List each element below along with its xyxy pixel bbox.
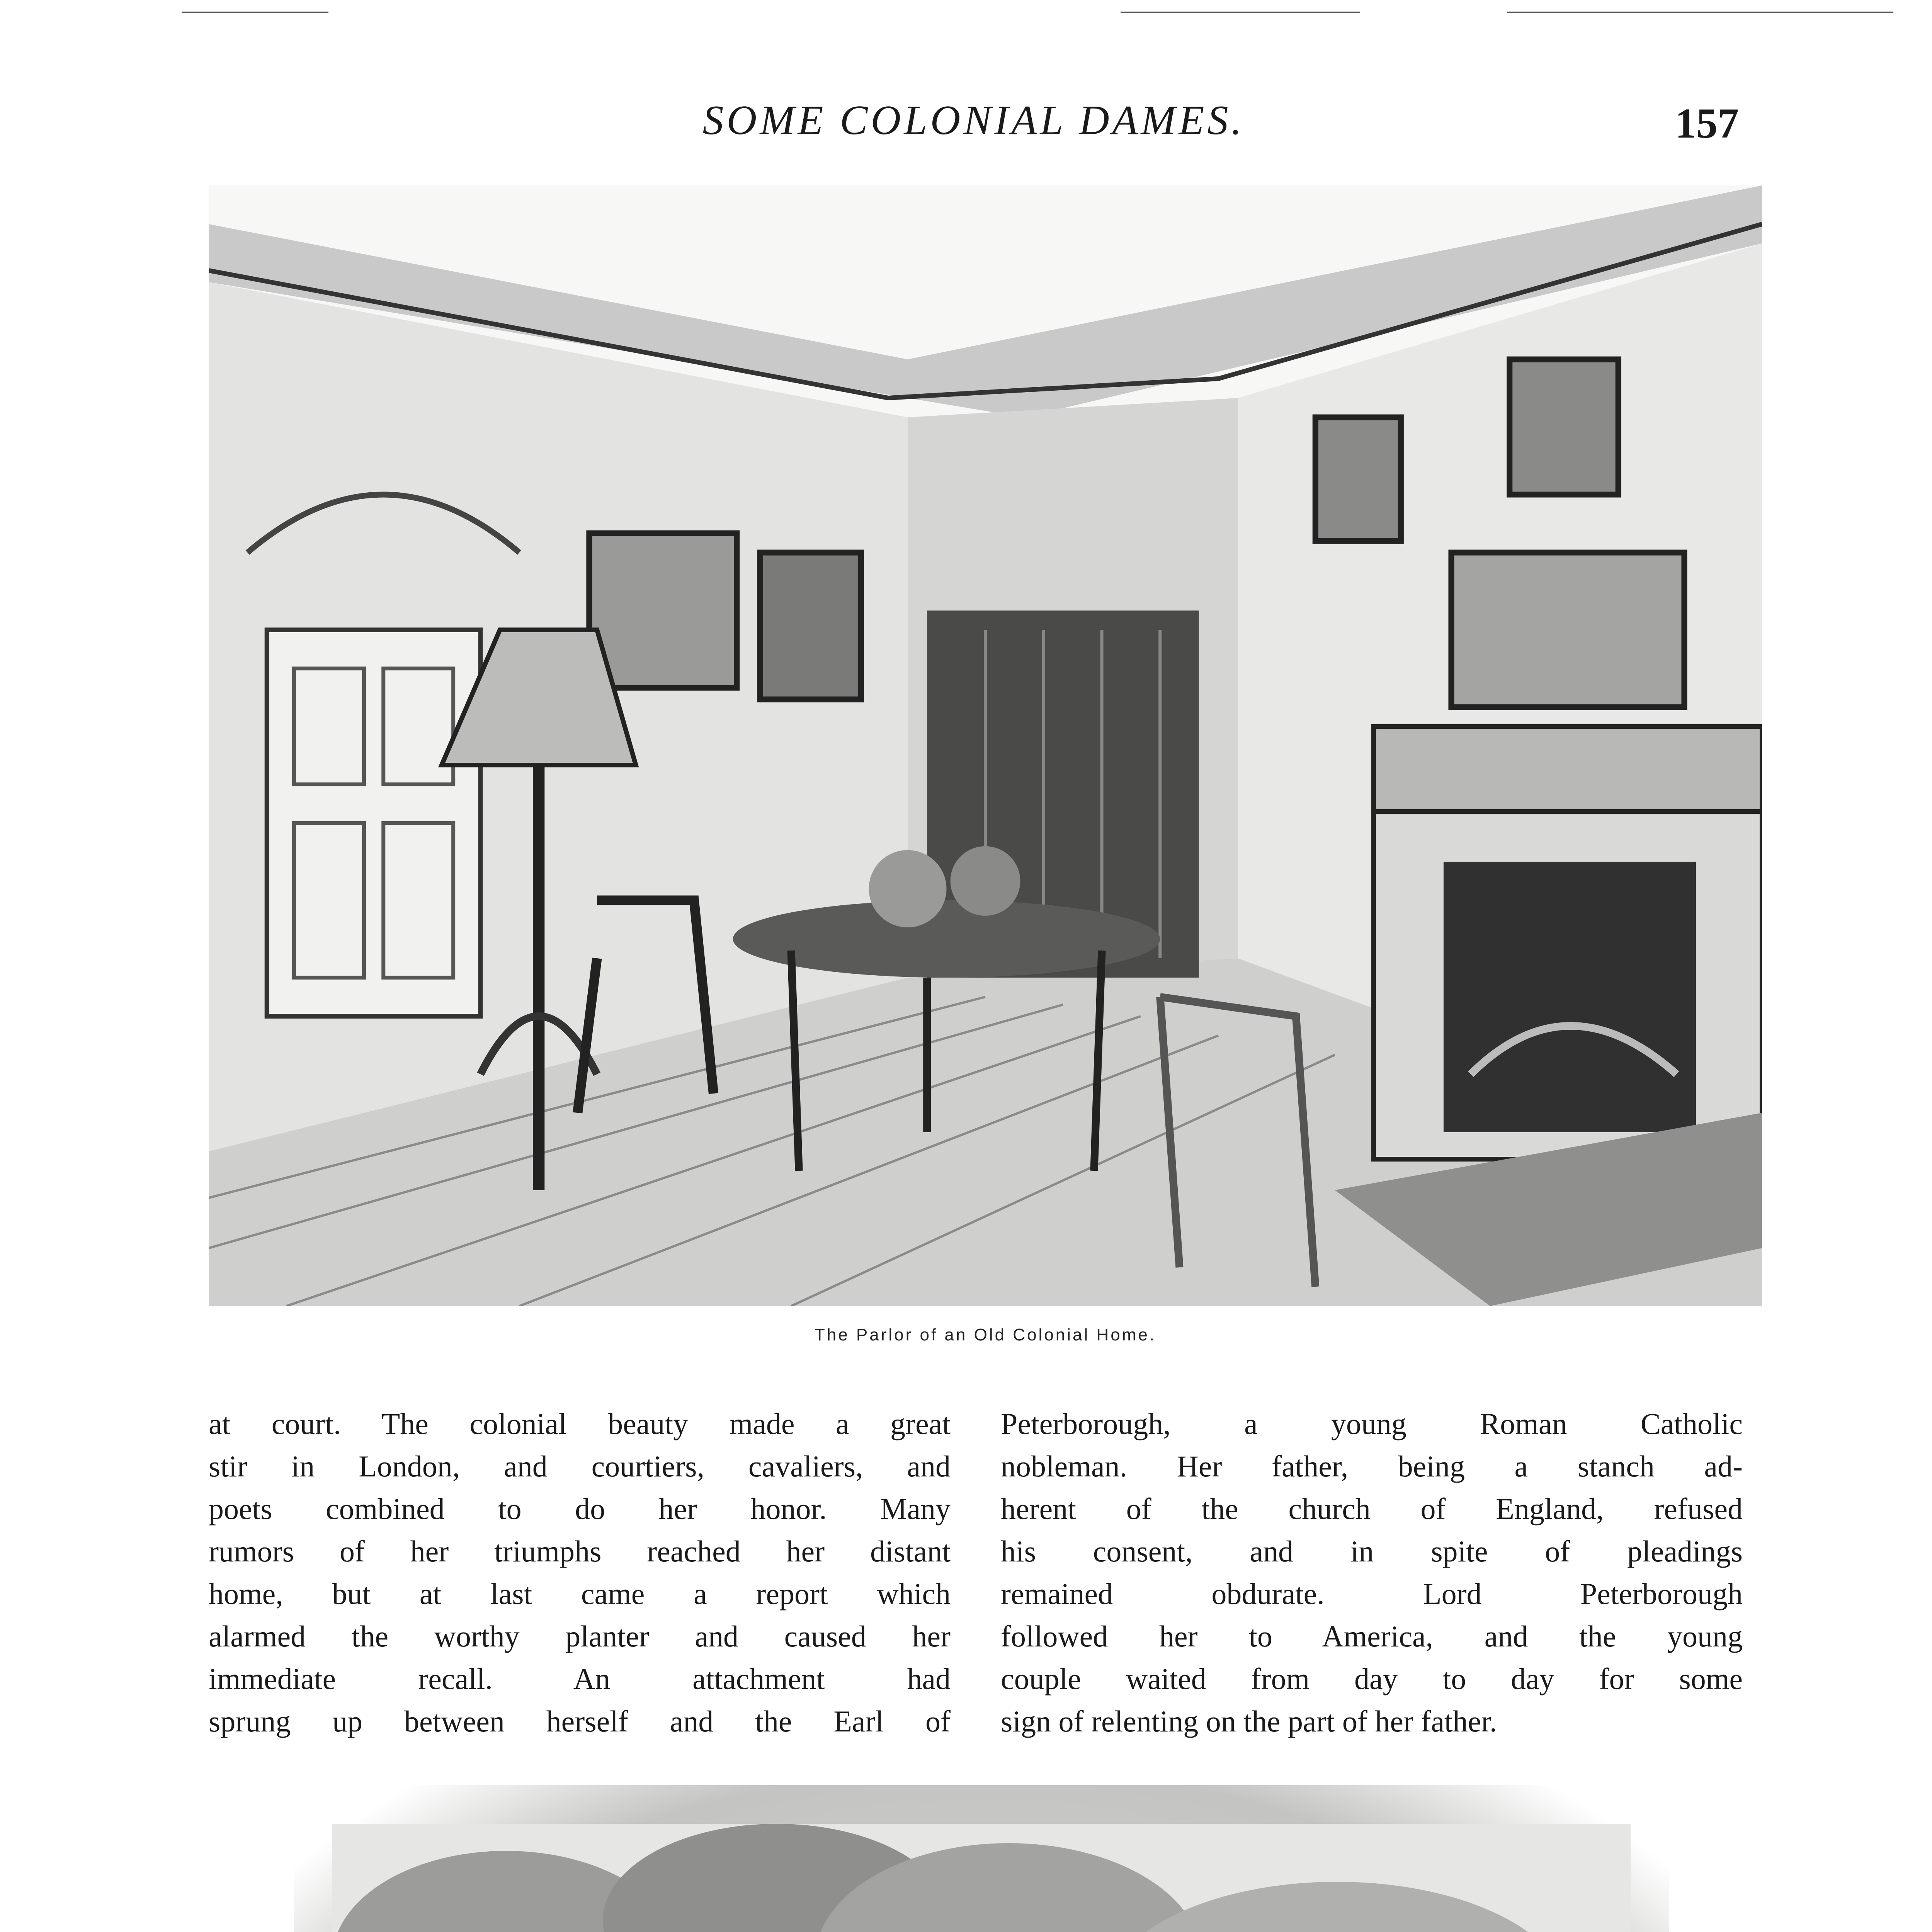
figure-caption-parlor: The Parlor of an Old Colonial Home. <box>814 1325 1156 1344</box>
text-line: nobleman. Her father, being a stanch ad- <box>1001 1449 1743 1483</box>
running-head: SOME COLONIAL DAMES. <box>702 97 1245 143</box>
text-column-right <box>1001 1403 1743 1750</box>
text-line: his consent, and in spite of pleadings <box>1001 1534 1743 1568</box>
text-line: rumors of her triumphs reached her distant <box>209 1534 951 1568</box>
text-line: Peterborough, a young Roman Catholic <box>1001 1407 1743 1440</box>
scan-edge-line <box>1121 12 1360 13</box>
text-line: sprung up between herself and the Earl of <box>209 1704 951 1738</box>
text-line: herent of the church of England, refused <box>1001 1492 1743 1526</box>
grave-engraving-icon <box>294 1785 1669 1932</box>
parlor-illustration <box>209 185 1762 1306</box>
page-number: 157 <box>1675 100 1739 147</box>
text-line: home, but at last came a report which <box>209 1577 951 1611</box>
text-line: remained obdurate. Lord Peterborough <box>1001 1577 1743 1611</box>
text-line: followed her to America, and the young <box>1001 1619 1743 1653</box>
scan-edge-line <box>1507 12 1893 13</box>
text-line: poets combined to do her honor. Many <box>209 1492 951 1526</box>
text-line: stir in London, and courtiers, cavaliers, and <box>209 1449 951 1483</box>
page-header <box>209 97 1739 155</box>
text-line: at court. The colonial beauty made a great <box>209 1407 951 1440</box>
parlor-engraving-icon <box>209 185 1762 1306</box>
text-line: couple waited from day to day for some <box>1001 1662 1743 1696</box>
text-line: alarmed the worthy planter and caused her <box>209 1619 951 1653</box>
text-line: sign of relenting on the part of her father. <box>1001 1704 1497 1738</box>
text-line: immediate recall. An attachment had <box>209 1662 951 1696</box>
grave-illustration <box>294 1785 1669 1932</box>
text-column-left <box>209 1403 951 1750</box>
scan-edge-line <box>182 12 328 13</box>
